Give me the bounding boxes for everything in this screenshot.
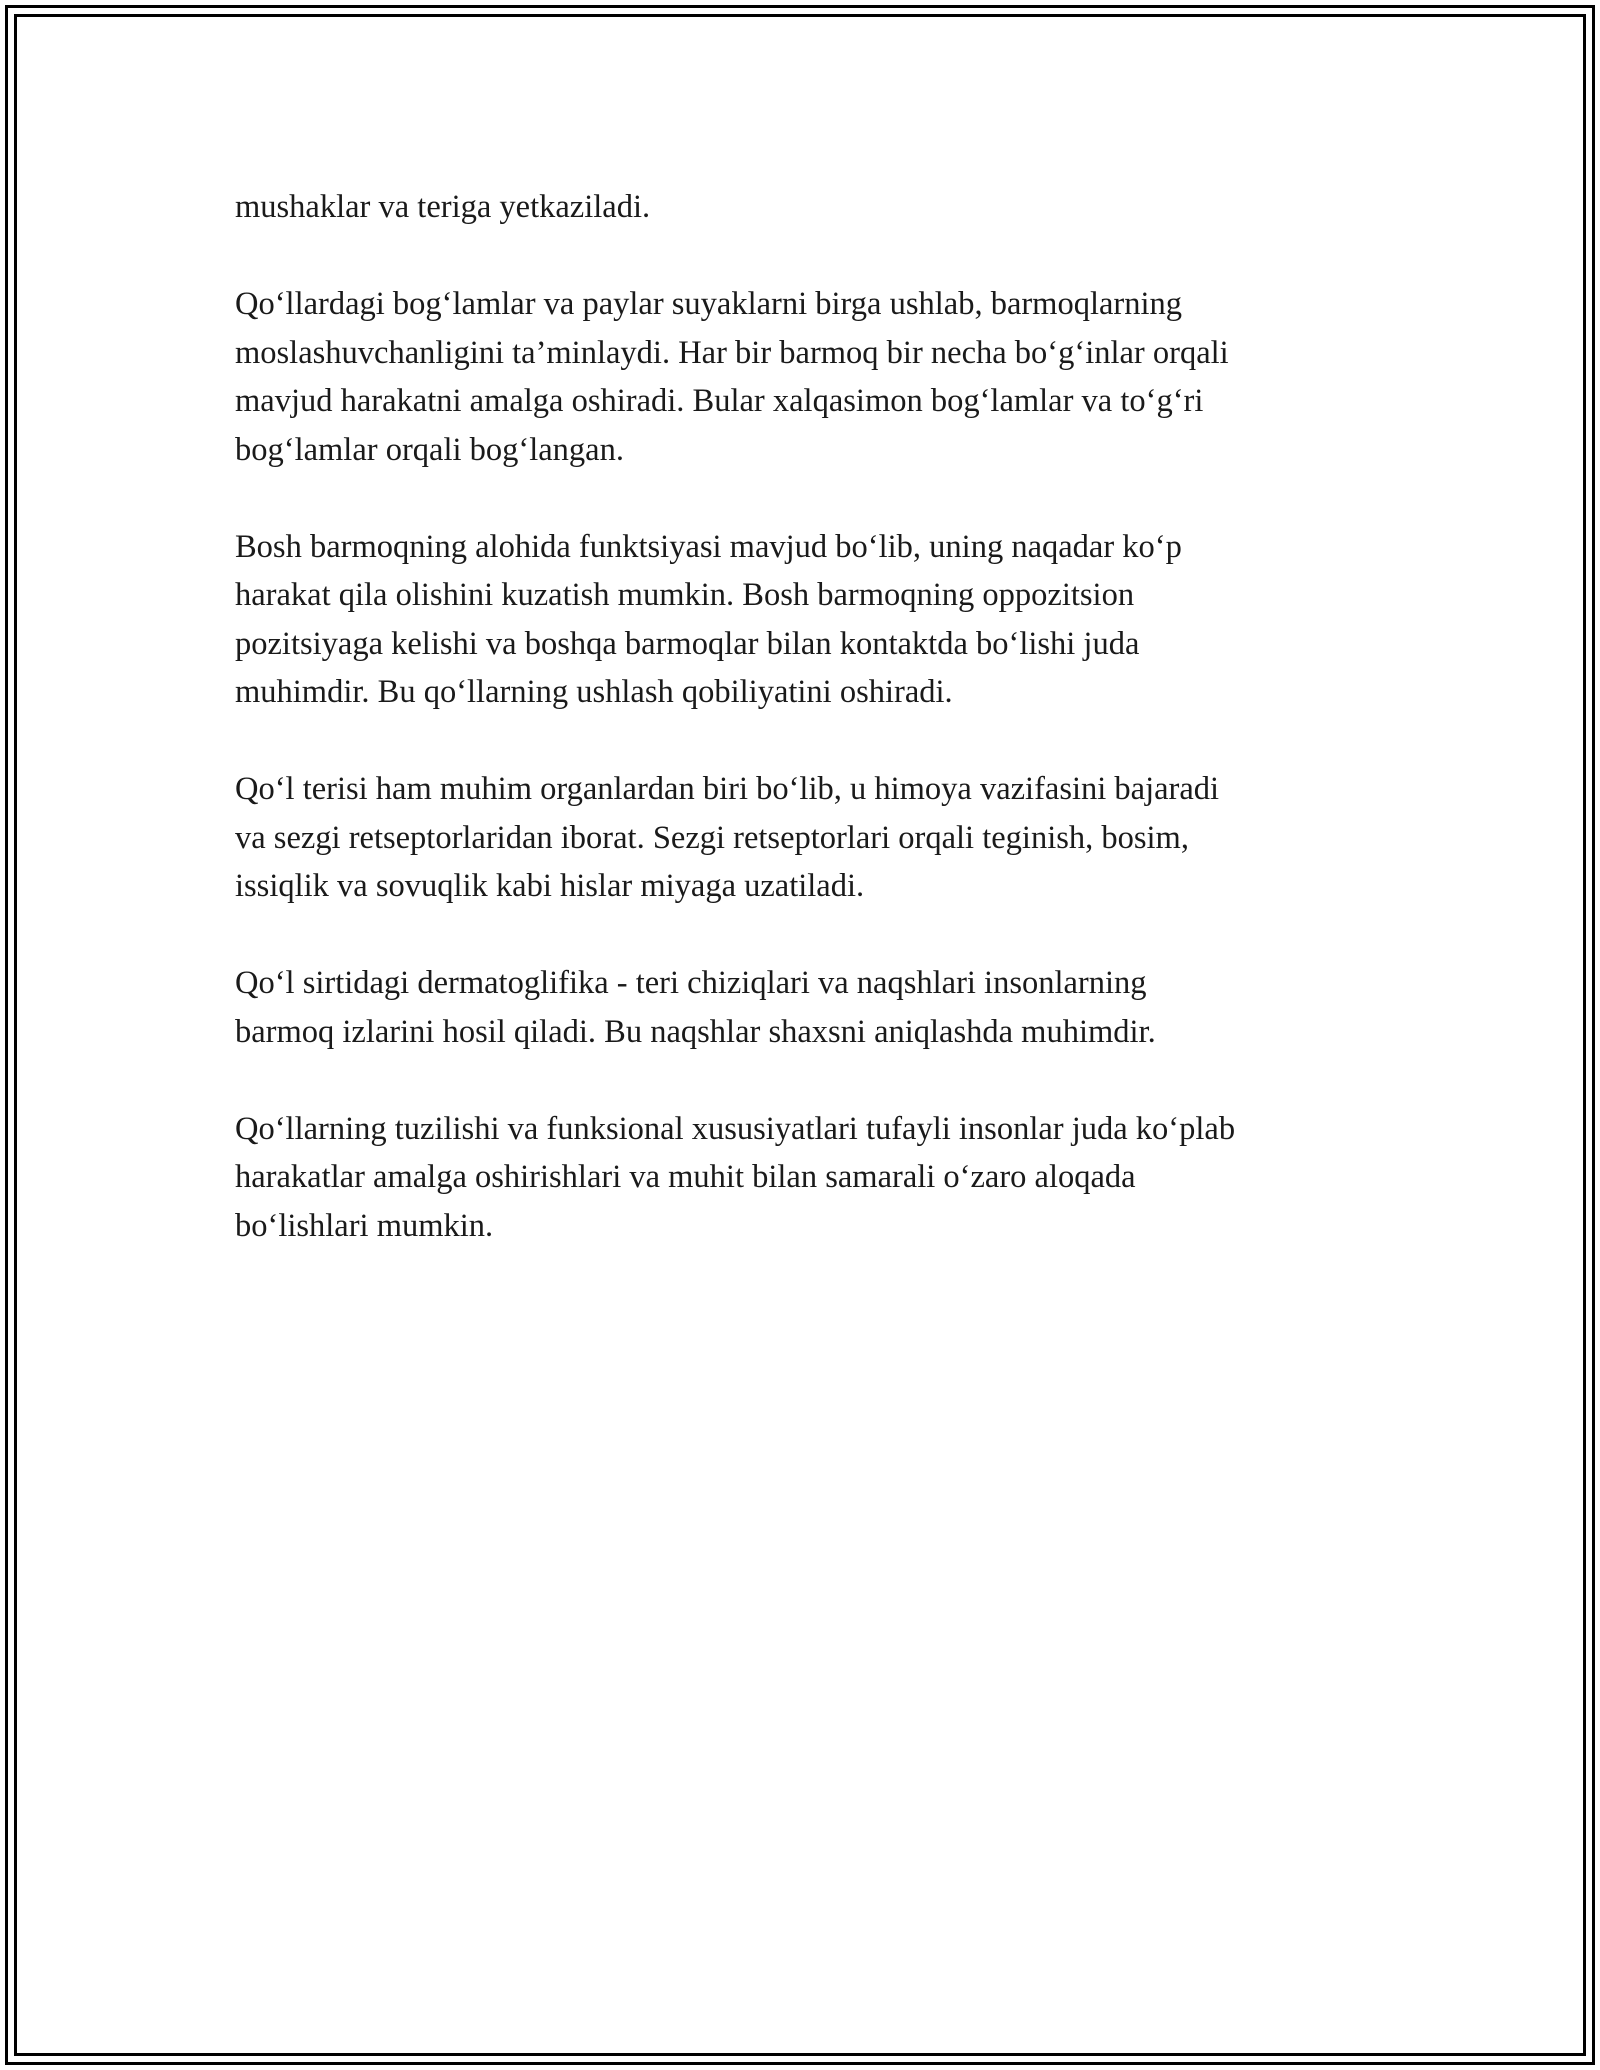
paragraph-dermatoglyphics: Qo‘l sirtidagi dermatoglifika - teri chiziqlari va naqshlari insonlarning barmoq izlarini hosil qiladi. Bu naqshlar shaxsni aniqlashda muhimdir. [235,965,1156,1050]
paragraph-continuation: mushaklar va teriga yetkaziladi. [235,189,651,225]
paragraph-thumb: Bosh barmoqning alohida funktsiyasi mavjud bo‘lib, uning naqadar ko‘p harakat qila olishini kuzatish mumkin. Bosh barmoqning oppozitsion pozitsiyaga kelishi va boshqa barmoqlar bilan kontaktda bo‘lishi juda muhimdir. Bu qo‘llarning ushlash qobiliyatini oshiradi. [235,528,1182,710]
paragraph-ligaments: Qo‘llardagi bog‘lamlar va paylar suyaklarni birga ushlab, barmoqlarning moslashuvchanligini ta’minlaydi. Har bir barmoq bir necha bo‘g‘inlar orqali mavjud harakatni amalga oshiradi. Bular xalqasimon bog‘lamlar va to‘g‘ri bog‘lamlar orqali bog‘langan. [235,286,1229,468]
paragraph-conclusion: Qo‘llarning tuzilishi va funksional xususiyatlari tufayli insonlar juda ko‘plab harakatlar amalga oshirishlari va muhit bilan samarali o‘zaro aloqada bo‘lishlari mumkin. [235,1110,1236,1244]
paragraph-skin: Qo‘l terisi ham muhim organlardan biri bo‘lib, u himoya vazifasini bajaradi va sezgi retseptorlaridan iborat. Sezgi retseptorlari orqali teginish, bosim, issiqlik va sovuqlik kabi hislar miyaga uzatiladi. [235,771,1220,904]
document-body [235,183,1385,1299]
